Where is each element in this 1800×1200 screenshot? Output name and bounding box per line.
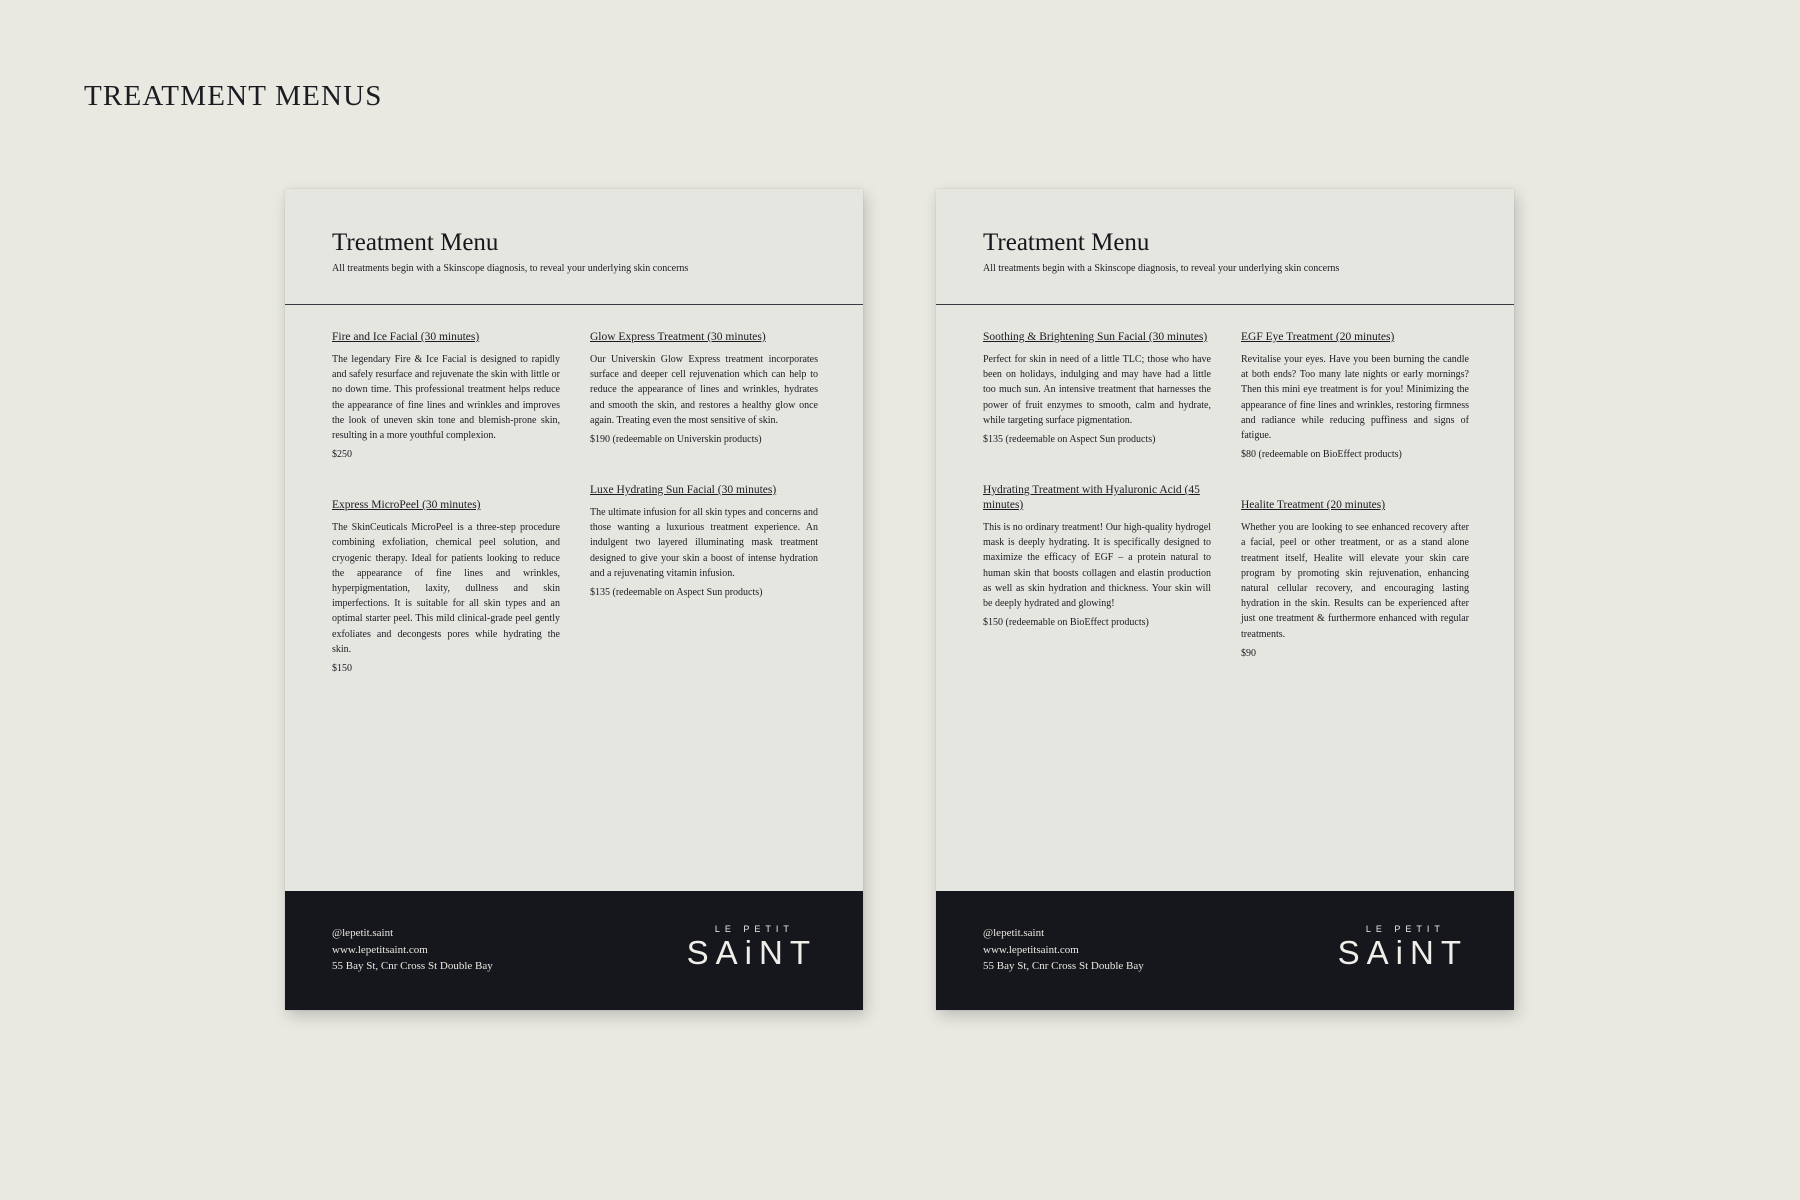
website-url: www.lepetitsaint.com bbox=[332, 943, 428, 956]
contact-info bbox=[983, 925, 1144, 975]
item-price: $80 (redeemable on BioEffect products) bbox=[1241, 449, 1402, 461]
item-description: This is no ordinary treatment! Our high-quality hydrogel mask is deeply hydrating. It is specifically designed to maximize the efficacy of EGF – a protein natural to human skin that boosts collagen and elastin production as well as skin hydration and thickness. Your skin will be deeply hydrated and glowing! bbox=[983, 522, 1211, 610]
menu-column-left bbox=[983, 330, 1211, 666]
contact-info bbox=[332, 925, 493, 975]
item-price: $135 (redeemable on Aspect Sun products) bbox=[590, 587, 763, 599]
menu-column-left bbox=[332, 330, 560, 712]
logo-wordmark: SAiNT bbox=[686, 934, 817, 971]
item-description: The SkinCeuticals MicroPeel is a three-step procedure combining exfoliation, chemical peel solution, and cryogenic therapy. Ideal for patients looking to reduce the appearance of fine lines and wrinkles, hyperpigmentation, laxity, dullness and skin imperfections. It is suitable for all skin types and an optimal starter peel. This mild clinical-grade peel gently exfoliates and decongests pores while hydrating the skin. bbox=[332, 522, 560, 655]
item-title: Express MicroPeel (30 minutes) bbox=[332, 499, 481, 512]
item-description: Revitalise your eyes. Have you been burning the candle at both ends? Too many late nights or early mornings? Then this mini eye treatment is for you! Minimizing the appearance of fine lines and wrinkles, restoring firmness and radiance while reducing puffiness and signs of fatigue. bbox=[1241, 354, 1469, 442]
sheet-subtitle: All treatments begin with a Skinscope diagnosis, to reveal your underlying skin concerns bbox=[332, 263, 689, 274]
address: 55 Bay St, Cnr Cross St Double Bay bbox=[983, 960, 1144, 972]
item-title: Healite Treatment (20 minutes) bbox=[1241, 499, 1386, 512]
item-price: $190 (redeemable on Universkin products) bbox=[590, 434, 762, 446]
logo-tagline: LE PETIT bbox=[1365, 924, 1445, 934]
menu-item bbox=[590, 483, 818, 600]
menu-item bbox=[332, 498, 560, 676]
item-description: Whether you are looking to see enhanced recovery after a facial, peel or other treatment, or as a stand alone treatment itself, Healite will elevate your skin care program by promoting skin rejuvenation, enhancing natural cellular recovery, and encouraging lasting hydration in the skin. Results can be experienced after just one treatment & furthermore enhanced with regular treatments. bbox=[1241, 522, 1469, 640]
sheet-header bbox=[983, 229, 1474, 274]
item-description: Our Universkin Glow Express treatment incorporates surface and deeper cell rejuvenation which can help to reduce the appearance of lines and wrinkles, hydrates and smooth the skin, and restores a healthy glow once again. Treating even the most sensitive of skin. bbox=[590, 354, 818, 426]
menu-item bbox=[332, 330, 560, 462]
item-title: Hydrating Treatment with Hyaluronic Acid (45 minutes) bbox=[983, 484, 1200, 512]
address: 55 Bay St, Cnr Cross St Double Bay bbox=[332, 960, 493, 972]
menu-item bbox=[983, 330, 1211, 447]
instagram-handle: @lepetit.saint bbox=[332, 927, 394, 939]
menu-column-right bbox=[1241, 330, 1469, 697]
brand-logo bbox=[687, 924, 817, 972]
item-title: Luxe Hydrating Sun Facial (30 minutes) bbox=[590, 484, 777, 497]
menu-item bbox=[1241, 330, 1469, 462]
logo-wordmark: SAiNT bbox=[1337, 934, 1468, 971]
treatment-menu-sheet-2 bbox=[936, 189, 1514, 1010]
item-description: Perfect for skin in need of a little TLC; those who have been on holidays, indulging and may have had a little too much sun. An intensive treatment that harnesses the power of fruit enzymes to smooth, calm and hydrate, while targeting surface pigmentation. bbox=[983, 354, 1211, 426]
website-url: www.lepetitsaint.com bbox=[983, 943, 1079, 956]
sheet-subtitle: All treatments begin with a Skinscope diagnosis, to reveal your underlying skin concerns bbox=[983, 263, 1340, 274]
item-price: $150 (redeemable on BioEffect products) bbox=[983, 617, 1149, 629]
sheet-title: Treatment Menu bbox=[983, 229, 1150, 256]
item-description: The ultimate infusion for all skin types and concerns and those wanting a luxurious treatment experience. An indulgent two layered illuminating mask treatment designed to give your skin a boost of intense hydration and a rejuvenating vitamin infusion. bbox=[590, 507, 818, 579]
header-divider bbox=[936, 304, 1514, 305]
item-price: $135 (redeemable on Aspect Sun products) bbox=[983, 434, 1156, 446]
item-title: Fire and Ice Facial (30 minutes) bbox=[332, 331, 480, 343]
sheet-footer bbox=[285, 891, 863, 1010]
sheet-title: Treatment Menu bbox=[332, 229, 499, 256]
menu-item bbox=[983, 483, 1211, 630]
instagram-handle: @lepetit.saint bbox=[983, 927, 1045, 939]
item-title: Glow Express Treatment (30 minutes) bbox=[590, 331, 766, 343]
sheet-footer bbox=[936, 891, 1514, 1010]
menu-column-right bbox=[590, 330, 818, 636]
item-description: The legendary Fire & Ice Facial is designed to rapidly and safely resurface and rejuvenate the skin with little or no down time. This professional treatment helps reduce the appearance of fine lines and wrinkles and improves the look of uneven skin tone and blemish-prone skin, resulting in a more youthful complexion. bbox=[332, 354, 560, 442]
item-title: EGF Eye Treatment (20 minutes) bbox=[1241, 331, 1395, 343]
item-price: $90 bbox=[1241, 647, 1256, 659]
item-price: $250 bbox=[332, 449, 352, 461]
item-title: Soothing & Brightening Sun Facial (30 minutes) bbox=[983, 331, 1208, 343]
page-heading: TREATMENT MENUS bbox=[84, 80, 383, 112]
menu-item bbox=[1241, 498, 1469, 661]
menu-item bbox=[590, 330, 818, 447]
treatment-menu-sheet-1 bbox=[285, 189, 863, 1010]
item-price: $150 bbox=[332, 663, 352, 675]
brand-logo bbox=[1338, 924, 1468, 972]
sheet-header bbox=[332, 229, 823, 274]
logo-tagline: LE PETIT bbox=[714, 924, 794, 934]
header-divider bbox=[285, 304, 863, 305]
